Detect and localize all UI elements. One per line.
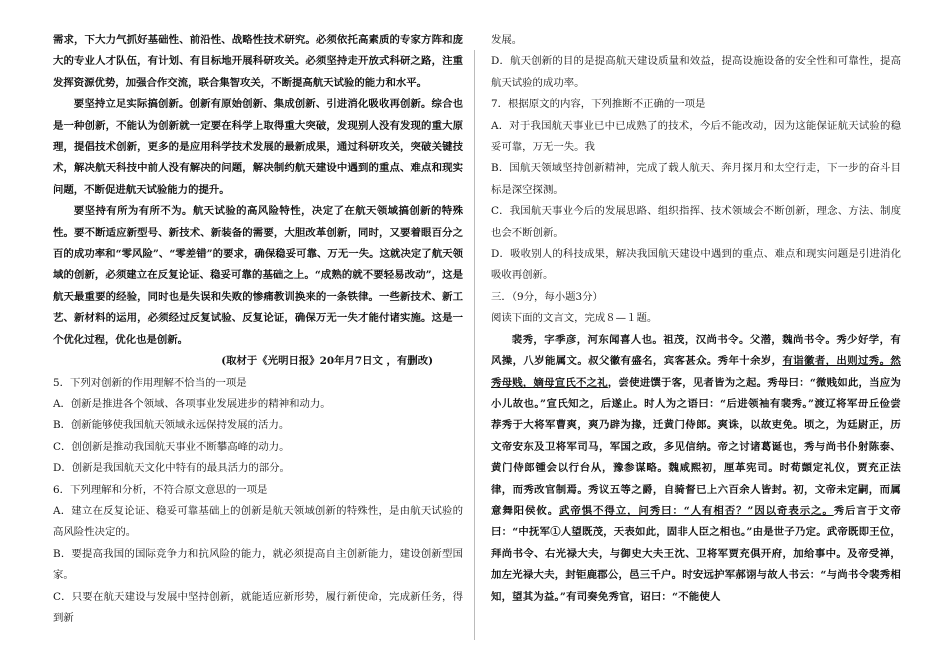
source-citation: (取材于《光明日报》20年月7日文 ，有删改) bbox=[221, 355, 433, 368]
column-divider bbox=[474, 50, 475, 640]
question-6-option-d: D．航天创新的目的是提高航天建设质量和效益，提高设施设备的安全性和可靠性，提高航天试验的成功率。 bbox=[491, 55, 901, 89]
question-5-option-a: A．创新是推进各个领域、各项事业发展进步的精神和动力。 bbox=[53, 397, 331, 410]
question-5-option-c: C．创创新是推动我国航天事业不断攀高峰的动力。 bbox=[53, 440, 290, 453]
section-3-instruction: 阅读下面的文言文，完成８—１题。 bbox=[491, 312, 658, 325]
question-6-option-c: C．只要在航天建设与发展中坚持创新，就能适应新形势，履行新使命，完成新任务，得到新 bbox=[53, 590, 463, 624]
question-7-option-a: A．对于我国航天事业已中已成熟了的技术，今后不能改动，因为这能保证航天试验的稳妥可靠，万无一失。我 bbox=[491, 119, 901, 154]
section-3-heading: 三．（9分，每小题3分） bbox=[491, 290, 603, 303]
question-6-option-b: B．要提高我国的国际竞争力和抗风险的能力，就必须提高自主创新能力，建设创新型国家。 bbox=[53, 547, 463, 582]
classical-underlined-1: 有诣徽者，出则过秀。然秀母贱，嫡母宣氏不之礼 bbox=[491, 355, 901, 389]
question-5: 5．下列对创新的作用理解不恰当的一项是 bbox=[53, 376, 247, 389]
paragraph-2: 要坚持立足实际搞创新。创新有原始创新、集成创新、引进消化吸收再创新。综合也是一种创新，不能认为创新就一定要在科学上取得重大突破，发现别人没有发现的重大原理，提倡技术创新，更多的是应用科学技术发展的最新成果，通过科研攻关，突破关键技术，解决航天科技中前人没有解决的问题，解决制约航天建设中遇到的重点、难点和现实问题，不断促进航天试验能力的提升。 bbox=[53, 98, 463, 196]
question-5-option-b: B．创新能够使我国航天领域永远保持发展的活力。 bbox=[53, 419, 290, 432]
classical-underlined-2: 武帝惧不得立，问秀曰：“人有相否？”因以奇表示之。 bbox=[559, 504, 834, 517]
question-5-option-d: D．创新是我国航天文化中特有的最具活力的部分。 bbox=[53, 462, 290, 475]
classical-text-2: ，尝使进馔于客，见者皆为之起。秀母曰：“微贱如此，当应为小儿故也。”宣氏知之，后遂止。时人为之语曰：“后进领袖有裴秀。”渡辽将军毌丘俭尝荐秀于大将军曹爽，爽乃辟为掾，迁黄门侍郎。爽诛，以故吏免。顷之，为廷尉正，历文帝安东及卫将军司马，军国之政，多见信纳。帝之讨诸葛诞也，秀与尚书仆射陈泰、黄门侍郎锺会以行台从，豫参谋略。魏咸熙初，厘革宪司。时荀顗定礼仪，贾充正法律，而秀改官制焉。秀议五等之爵，自骑督已上六百余人皆封。初，文帝未定嗣，而属意舞阳侯攸。 bbox=[491, 376, 902, 517]
question-6-option-a: A．建立在反复论证、稳妥可靠基础上的创新是航天领域创新的特殊性，是由航天试验的高风险性决定的。 bbox=[53, 504, 463, 539]
question-7: 7．根据原文的内容，下列推断不正确的一项是 bbox=[491, 98, 706, 111]
paragraph-3: 要坚持有所为有所不为。航天试验的高风险特性，决定了在航天领域搞创新的特殊性。要不断适应新型号、新技术、新装备的需要，大胆改革创新，同时，又要着眼百分之百的成功率和“零风险”、“零差错”的要求，确保稳妥可靠、万无一失。这就决定了航天领域的创新，必须建立在反复论证、稳妥可靠的基础之上。“成熟的就不要轻易改动”，这是航天最重要的经验，同时也是失误和失败的惨痛教训换来的一条铁律。一些新技术、新工艺、新材料的运用，必须经过反复试验、反复论证，确保万无一失才能付诸实施。这是一个优化过程，优化也是创新。 bbox=[53, 205, 463, 346]
right-column bbox=[491, 30, 901, 608]
question-6: 6．下列理解和分析，不符合原文意思的一项是 bbox=[53, 483, 268, 496]
classical-text-3: 秀后言于文帝曰：“中抚军①人望既茂，天表如此，固非人臣之相也。”由是世子乃定。武帝既即王位，拜尚书令、右光禄大夫，与御史大夫王沈、卫将军贾充俱开府，加给事中。及帝受禅，加左光禄大夫，封钜鹿郡公，邑三千户。时安远护军郝诩与故人书云：“与尚书令裴秀相知，望其为益。”有司奏免秀官，诏曰：“不能使人 bbox=[491, 504, 902, 603]
classical-passage bbox=[491, 330, 901, 608]
question-7-option-b: B．国航天领域坚持创新精神，完成了载人航天、奔月探月和太空行走，下一步的奋斗目标是深空探测。 bbox=[491, 162, 901, 196]
question-6-option-c-continued: 发展。 bbox=[491, 34, 523, 46]
paragraph-1: 需求，下大力气抓好基础性、前沿性、战略性技术研究。必须依托高素质的专家方阵和庞大的专业人才队伍，有计划、有目标地开展科研攻关。必须坚持走开放式科研之路，注重发挥资源优势，加强合作交流，联合集智攻关，不断提高航天试验的能力和水平。 bbox=[53, 34, 463, 89]
question-7-option-d: D．吸收别人的科技成果，解决我国航天建设中遇到的重点、难点和现实问题是引进消化吸收再创新。 bbox=[491, 248, 901, 282]
left-column bbox=[53, 30, 463, 629]
question-7-option-c: C．我国航天事业今后的发展思路、组织指挥、技术领域会不断创新，理念、方法、制度也会不断创新。 bbox=[491, 205, 901, 239]
classical-text-1: 裴秀，字季彦，河东闻喜人也。祖茂，汉尚书令。父潜，魏尚书令。秀少好学，有风操，八岁能属文。叔父徽有盛名，宾客甚众。秀年十余岁， bbox=[491, 333, 901, 368]
